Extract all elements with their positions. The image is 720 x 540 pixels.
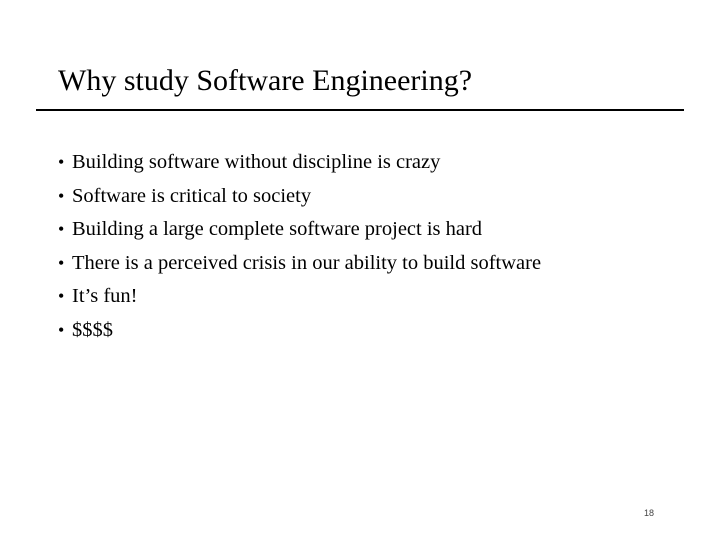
bullet-icon: • <box>58 185 65 206</box>
bullet-text: $$$$ <box>72 318 113 341</box>
bullet-item <box>58 280 541 314</box>
bullet-text: Building a large complete software project is hard <box>72 218 483 241</box>
bullet-text: There is a perceived crisis in our ability to build software <box>72 251 542 274</box>
bullet-icon: • <box>58 319 65 340</box>
bullet-icon: • <box>58 286 65 307</box>
bullet-text: Software is critical to society <box>72 184 312 207</box>
title-divider <box>36 109 684 111</box>
page-number: 18 <box>644 508 655 518</box>
bullet-item <box>58 314 541 348</box>
bullet-item <box>58 247 541 281</box>
bullet-item <box>58 180 541 214</box>
bullet-list <box>58 146 541 348</box>
bullet-icon: • <box>58 252 65 273</box>
slide-title: Why study Software Engineering? <box>58 64 473 97</box>
bullet-text: Building software without discipline is crazy <box>72 151 441 173</box>
bullet-text: It’s fun! <box>72 285 138 308</box>
bullet-item <box>58 213 541 247</box>
bullet-icon: • <box>58 152 65 172</box>
bullet-item <box>58 146 541 180</box>
bullet-icon: • <box>58 219 65 240</box>
